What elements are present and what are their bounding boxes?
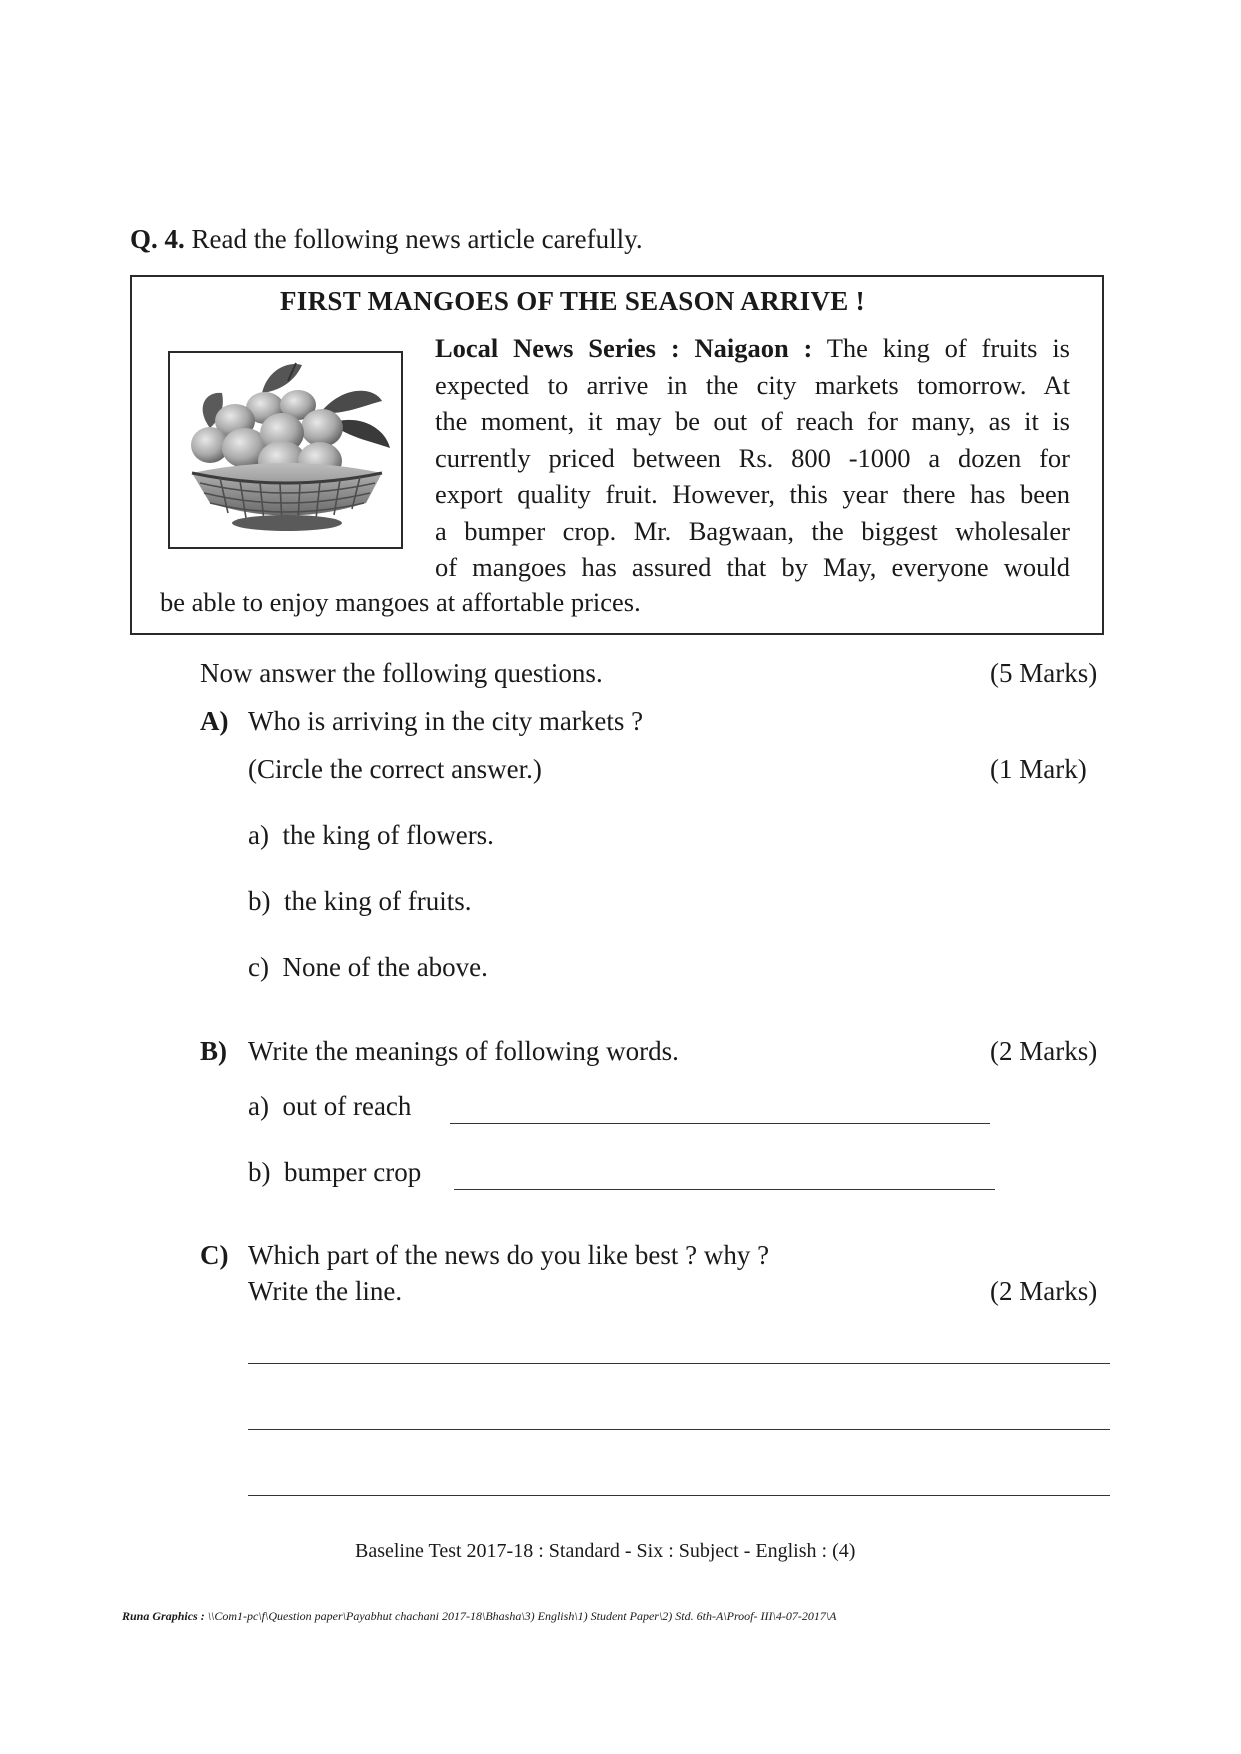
answer-blank-b[interactable] — [454, 1189, 995, 1190]
article-line-2: expected to arrive in the city markets tomorrow. At — [435, 369, 1070, 400]
question-instruction: Read the following news article carefully. — [191, 224, 643, 254]
mango-basket-icon — [170, 353, 401, 547]
part-b-label: B) — [200, 1036, 227, 1066]
option-a[interactable] — [248, 820, 494, 851]
mango-basket-photo — [168, 351, 403, 549]
question-number: Q. 4. — [130, 224, 185, 254]
part-a-marks: (1 Mark) — [990, 754, 1087, 784]
article-title: FIRST MANGOES OF THE SEASON ARRIVE ! — [280, 286, 865, 316]
option-label: c) — [248, 952, 269, 982]
part-b-marks: (2 Marks) — [990, 1036, 1098, 1066]
part-c-question: Which part of the news do you like best ? why ? — [248, 1240, 770, 1270]
option-text: the king of flowers. — [282, 820, 494, 850]
page-footer: Baseline Test 2017-18 : Standard - Six : Subject - English : (4) — [355, 1540, 856, 1562]
article-last-line: be able to enjoy mangoes at affortable prices. — [160, 587, 641, 617]
print-credit — [122, 1609, 837, 1624]
part-a-label: A) — [200, 706, 229, 736]
answer-blank-a[interactable] — [450, 1123, 990, 1124]
option-text: the king of fruits. — [284, 886, 472, 916]
option-label: a) — [248, 820, 269, 850]
question-heading — [130, 224, 643, 255]
article-dateline: Local News Series : Naigaon : — [435, 333, 813, 363]
article-line-5: export quality fruit. However, this year there has been — [435, 479, 1070, 509]
part-a-question: Who is arriving in the city markets ? — [248, 706, 644, 736]
credit-brand: Runa Graphics : — [122, 1609, 205, 1623]
part-c-instruction: Write the line. — [248, 1276, 403, 1306]
article-line-4: currently priced between Rs. 800 -1000 a dozen for — [435, 442, 1070, 473]
item-label: a) — [248, 1091, 269, 1121]
option-text: None of the above. — [282, 952, 488, 982]
part-a-instruction: (Circle the correct answer.) — [248, 754, 542, 784]
intro-marks: (5 Marks) — [990, 658, 1098, 688]
option-b[interactable] — [248, 886, 471, 917]
part-b-question: Write the meanings of following words. — [248, 1036, 679, 1066]
answer-line-3[interactable] — [248, 1495, 1110, 1496]
item-text: bumper crop — [284, 1157, 422, 1187]
article-line-6: a bumper crop. Mr. Bagwaan, the biggest wholesaler — [435, 515, 1070, 546]
answer-intro: Now answer the following questions. — [200, 658, 603, 688]
article-body — [435, 330, 1070, 586]
word-item-a — [248, 1091, 411, 1122]
option-c[interactable] — [248, 952, 488, 983]
answer-line-1[interactable] — [248, 1363, 1110, 1364]
part-c-marks: (2 Marks) — [990, 1276, 1098, 1306]
credit-path: \\Com1-pc\f\Question paper\Payabhut chachani 2017-18\Bhasha\3) English\1) Student Paper\2) Std. 6th-A\Proof- III\4-07-2017\A — [207, 1609, 837, 1623]
article-line-7: of mangoes has assured that by May, everyone would — [435, 552, 1070, 582]
article-line-3: the moment, it may be out of reach for many, as it is — [435, 406, 1070, 436]
option-label: b) — [248, 886, 271, 916]
answer-line-2[interactable] — [248, 1429, 1110, 1430]
item-text: out of reach — [282, 1091, 412, 1121]
word-item-b — [248, 1157, 421, 1188]
part-c-label: C) — [200, 1240, 229, 1270]
item-label: b) — [248, 1157, 271, 1187]
article-line-1: Local News Series : Naigaon : The king of fruits is — [435, 333, 1070, 363]
